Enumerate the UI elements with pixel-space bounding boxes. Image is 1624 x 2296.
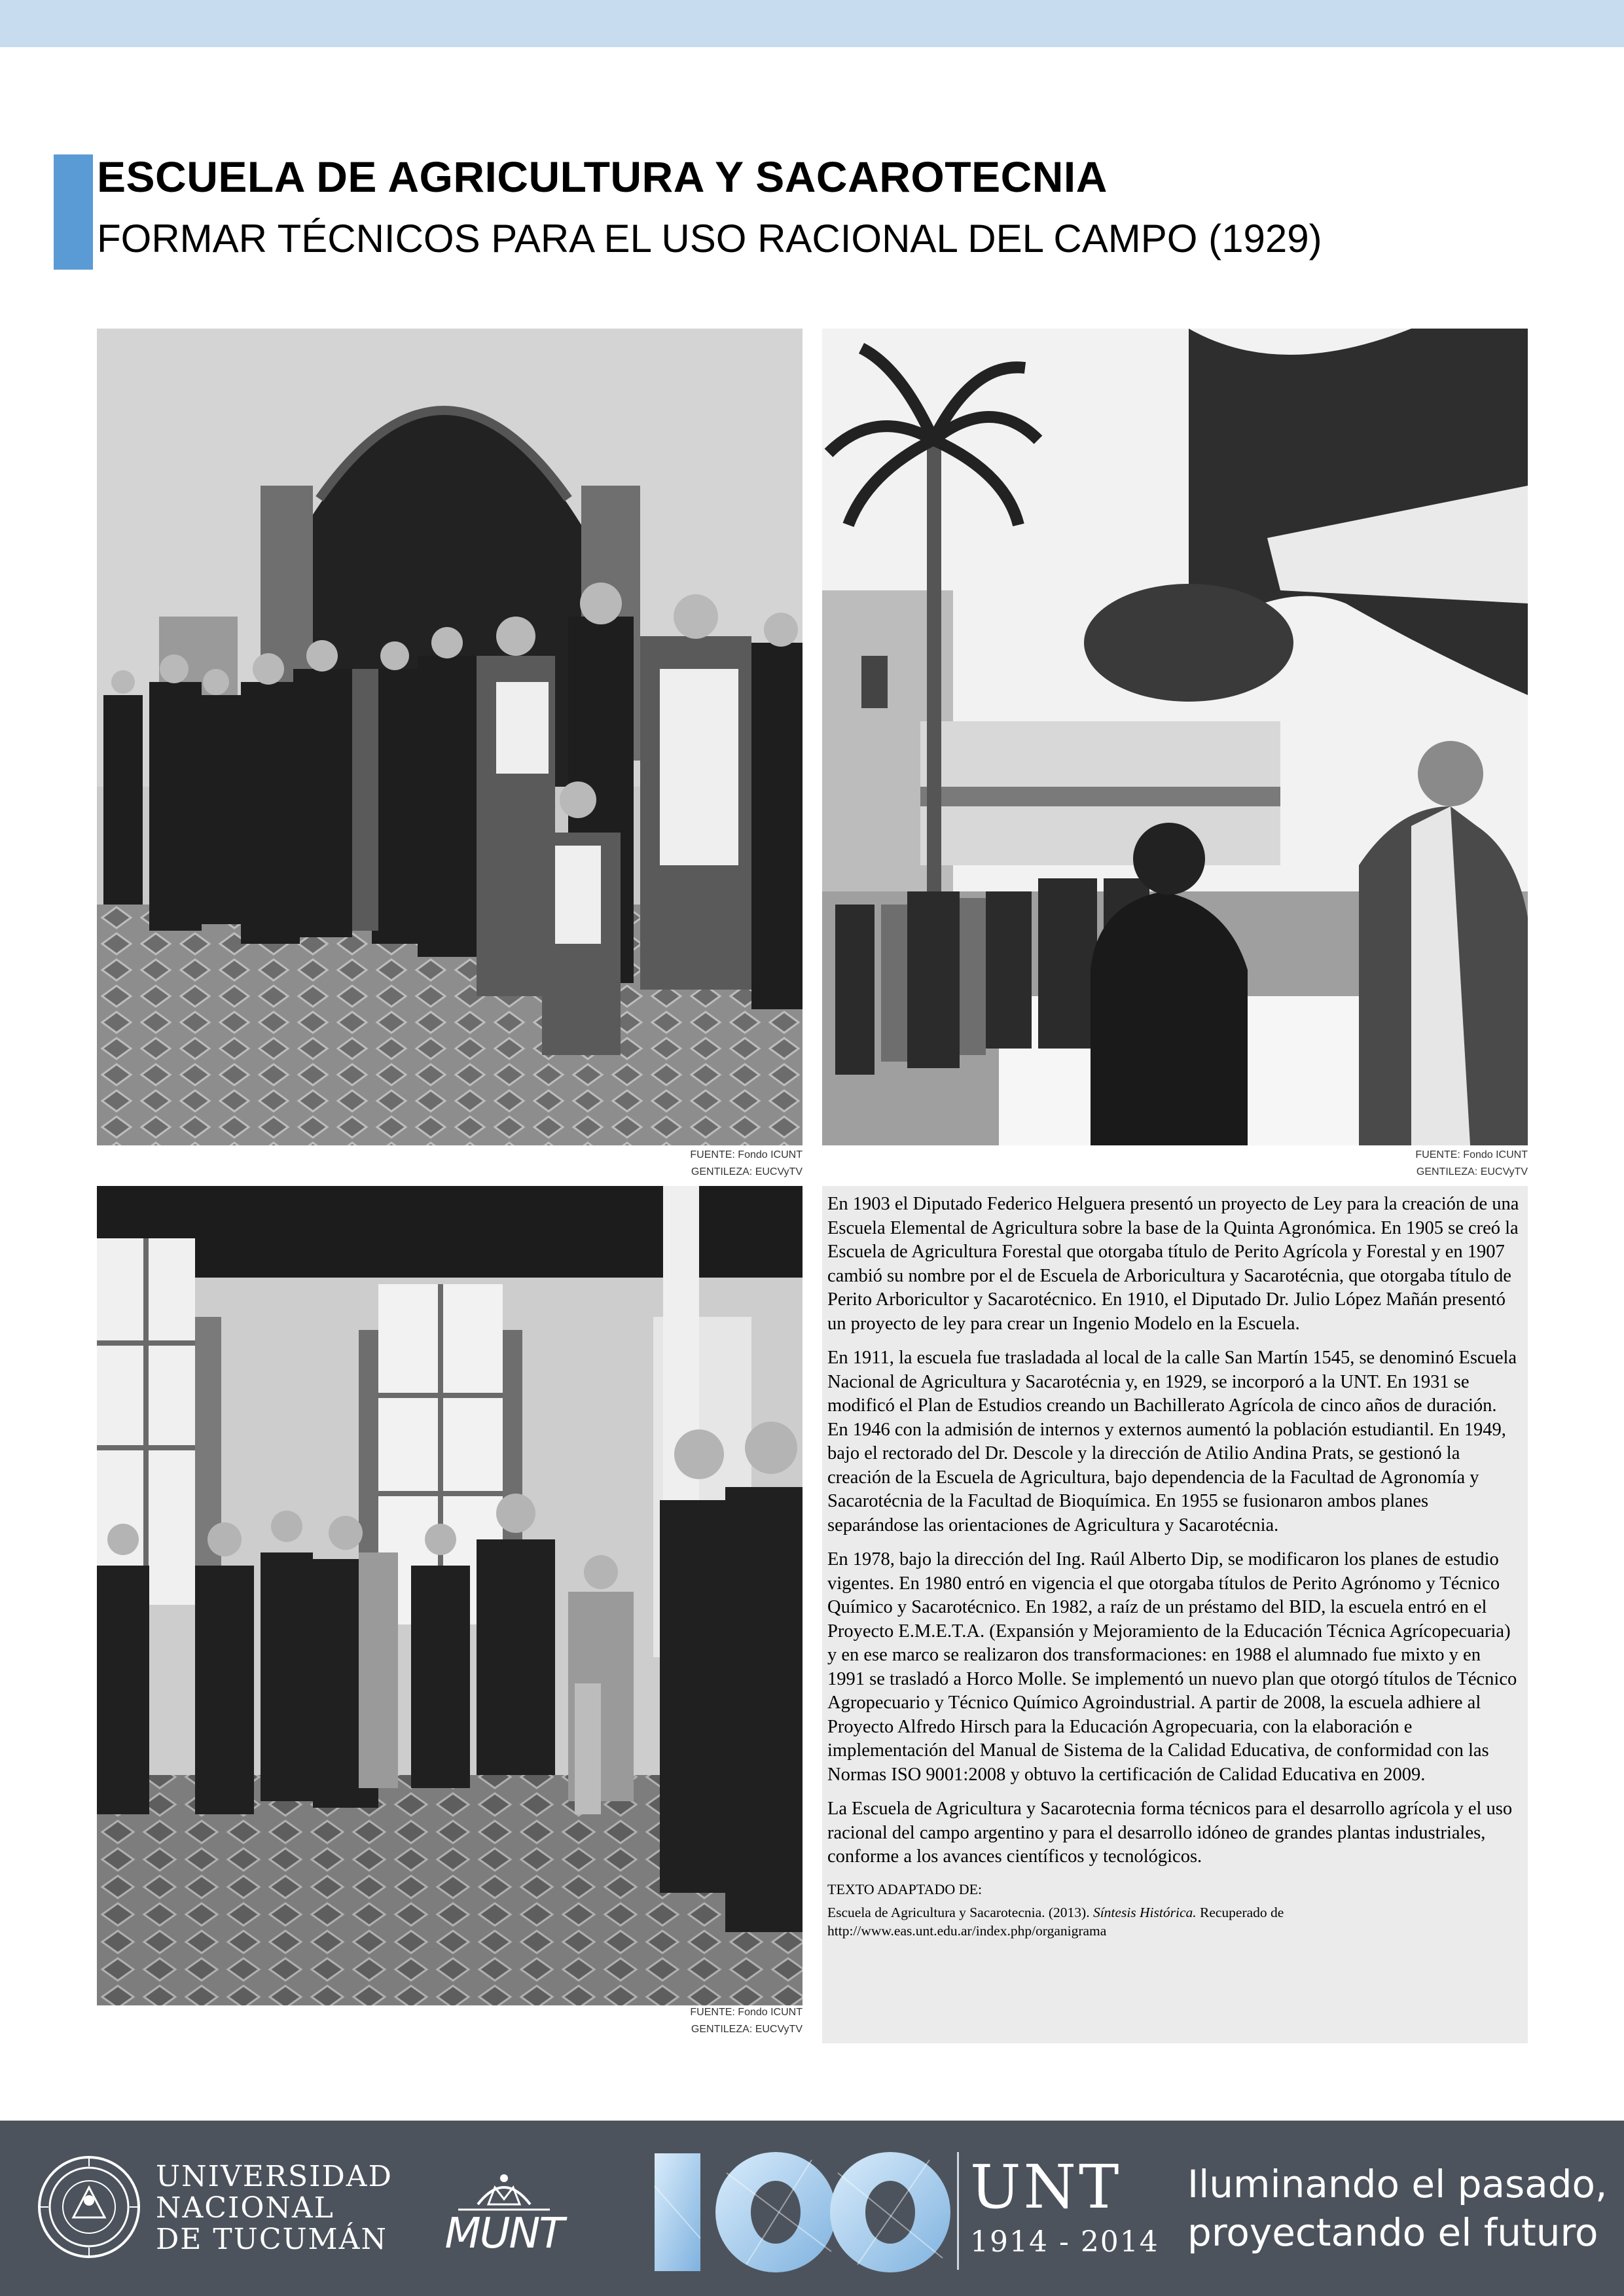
munt-crown-icon xyxy=(432,2164,576,2216)
centenary-years: 1914 - 2014 xyxy=(970,2225,1159,2259)
motto-line-2: proyectando el futuro xyxy=(1187,2210,1598,2255)
source-citation-author: Escuela de Agricultura y Sacarotecnia. (2013). xyxy=(827,1904,1093,1920)
munt-logo-text: MUNT xyxy=(444,2210,564,2258)
photo-credit-source: FUENTE: Fondo ICUNT xyxy=(690,1149,803,1160)
munt-logo xyxy=(432,2164,576,2262)
university-seal-icon xyxy=(37,2155,141,2259)
photo-indoor-hall-credit xyxy=(589,2004,803,2038)
university-name-line-3: DE TUCUMÁN xyxy=(156,2223,388,2256)
photo-credit-courtesy: GENTILEZA: EUCVyTV xyxy=(1416,1166,1528,1177)
photo-credit-source: FUENTE: Fondo ICUNT xyxy=(1415,1149,1528,1160)
photo-outdoor-ceremony-image xyxy=(822,329,1528,1145)
title-accent-bar xyxy=(54,154,93,270)
source-citation-title: Síntesis Histórica. xyxy=(1092,1904,1197,1920)
history-paragraph-3: En 1978, bajo la dirección del Ing. Raúl Alberto Dip, se modificaron los planes de estudio vigentes. En 1980 entró en vigencia el que otorgaba títulos de Perito Agrónomo y Técnico Químico y Sacarotécnico. En 1982, a raíz de un préstamo del BID, la escuela entró en el Proyecto E.M.E.T.A. (Expansión y Mejoramiento de la Educación Técnica Agrícopecuaria) y en ese marco se realizaron dos transformaciones: en 1988 el alumnado fue mixto y en 1991 se trasladó a Horco Molle. Se implementó un nuevo plan que otorgó títulos de Técnico Agropecuario y Técnico Químico Agroindustrial. A partir de 2008, la escuela adhiere al Proyecto Alfredo Hirsch para la Educación Agropecuaria, con la elaboración e implementación del Manual de Sistema de la Calidad Educativa, de conformidad con las Normas ISO 9001:2008 y obtuvo la certificación de Calidad Educativa en 2009. xyxy=(827,1549,1517,1785)
footer-band xyxy=(0,2121,1624,2296)
source-citation-url: Recuperado de http://www.eas.unt.edu.ar/index.php/organigrama xyxy=(827,1904,1284,1939)
history-paragraph-2: En 1911, la escuela fue trasladada al local de la calle San Martín 1545, se denominó Escuela Nacional de Agricultura y Sacarotécnia y, en 1929, se incorporó a la UNT. En 1931 se modificó el Plan de Estudios creando un Bachillerato Agrícola de cinco años de duración. En 1946 con la admisión de internos y externos aumentó la población estudiantil. En 1949, bajo el rectorado del Dr. Descole y la dirección de Atilio Andina Prats, se gestionó la creación de la Escuela de Agricultura, bajo dependencia de la Facultad de Agronomía y Sacarotécnia de la Facultad de Bioquímica. En 1955 se fusionaron ambos planes separándose las orientaciones de Agricultura y Sacarotécnia. xyxy=(827,1348,1517,1535)
photo-gate-group-credit xyxy=(589,1147,803,1181)
photo-gate-group-image xyxy=(97,329,803,1145)
photo-indoor-hall xyxy=(97,1186,803,2005)
top-band xyxy=(0,0,1624,47)
photo-credit-source: FUENTE: Fondo ICUNT xyxy=(690,2007,803,2018)
motto xyxy=(1187,2160,1607,2257)
history-paragraph-4: La Escuela de Agricultura y Sacarotecnia forma técnicos para el desarrollo agrícola y el uso racional del campo argentino y para el desarrollo idóneo de grandes plantas industriales, conforme a los avances científicos y tecnológicos. xyxy=(827,1799,1513,1867)
source-citation xyxy=(827,1903,1520,1940)
unt-label: UNT xyxy=(970,2152,1122,2222)
history-paragraph-1: En 1903 el Diputado Federico Helguera presentó un proyecto de Ley para la creación de una Escuela Elemental de Agricultura sobre la base de la Quinta Agronómica. En 1905 se creó la Escuela de Agricultura Forestal que otorgaba título de Perito Agrícola y Forestal y en 1907 cambió su nombre por el de Escuela de Arboricultura y Sacarotécnia, que otorgaba título de Perito Arboricultor y Sacarotécnico. En 1910, el Diputado Dr. Julio López Mañán presentó un proyecto de ley para crear un Ingenio Modelo en la Escuela. xyxy=(827,1194,1519,1334)
page-title: ESCUELA DE AGRICULTURA Y SACAROTECNIA xyxy=(97,152,1108,201)
centenary-100-icon xyxy=(648,2147,956,2278)
source-heading: TEXTO ADAPTADO DE: xyxy=(827,1880,983,1897)
footer-separator xyxy=(957,2152,959,2270)
motto-line-1: Iluminando el pasado, xyxy=(1187,2162,1608,2206)
photo-credit-courtesy: GENTILEZA: EUCVyTV xyxy=(691,2024,803,2035)
history-text-panel xyxy=(822,1186,1528,2043)
page-subtitle: FORMAR TÉCNICOS PARA EL USO RACIONAL DEL CAMPO (1929) xyxy=(97,217,1322,260)
photo-outdoor-ceremony xyxy=(822,329,1528,1145)
university-name-line-2: NACIONAL xyxy=(156,2191,334,2225)
university-name-line-1: UNIVERSIDAD xyxy=(156,2160,393,2193)
photo-credit-courtesy: GENTILEZA: EUCVyTV xyxy=(691,1166,803,1177)
university-name xyxy=(156,2161,393,2255)
photo-indoor-hall-image xyxy=(97,1186,803,2005)
photo-gate-group xyxy=(97,329,803,1145)
photo-outdoor-ceremony-credit xyxy=(1314,1147,1528,1181)
